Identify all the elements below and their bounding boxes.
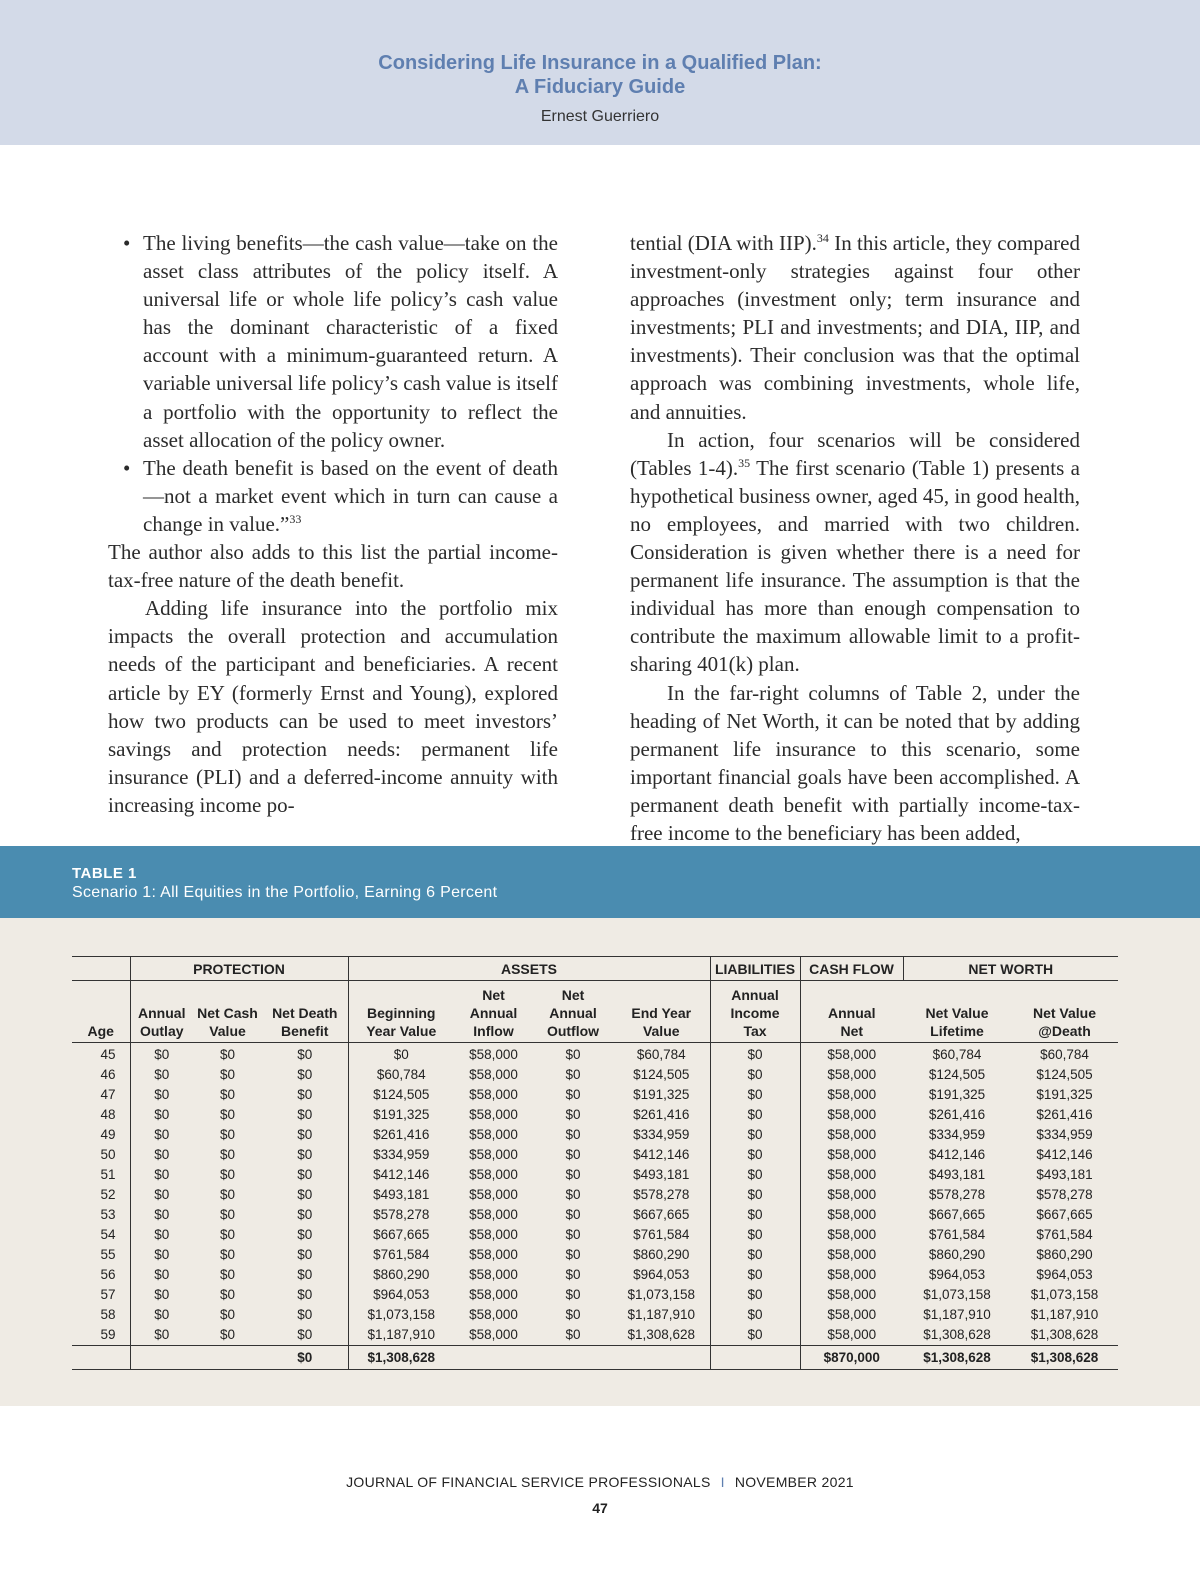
- total-cell: [613, 1346, 710, 1370]
- table-cell: $1,073,158: [348, 1305, 454, 1325]
- group-header-protection: PROTECTION: [130, 957, 348, 981]
- paragraph-text: In this article, they compared investment-only strategies against four other approaches (investment only; term insurance and investments; PLI and investments; and DIA, IIP, and investments). Their conclusion was that the optimal approach was combining investments, whole life, and annuities.: [630, 231, 1080, 424]
- table-cell: $58,000: [800, 1205, 903, 1225]
- table-cell: $58,000: [469, 1207, 518, 1222]
- table-cell: $0: [565, 1147, 581, 1162]
- paragraph-text: tential (DIA with IIP).: [630, 231, 817, 255]
- table-row: [72, 1065, 1118, 1085]
- table-cell: $0: [130, 1065, 193, 1085]
- group-header-age: [72, 957, 130, 981]
- table-cell: $0: [297, 1107, 313, 1122]
- table-cell: $191,325: [928, 1087, 986, 1102]
- body-paragraph: [630, 229, 1080, 426]
- total-cell: $1,308,628: [903, 1346, 1011, 1370]
- table-cell: $0: [710, 1085, 800, 1105]
- paragraph-text: The first scenario (Table 1) presents a hypothetical business owner, aged 45, in good health, no employees, and married with two children. Consideration is given whether there is a need for permanent life insurance. The assumption is that the individual has more than enough compensation to contribute the maximum allowable limit to a profit-sharing 401(k) plan.: [630, 455, 1080, 677]
- table-cell: $0: [297, 1207, 313, 1222]
- table-cell: 51: [100, 1167, 116, 1182]
- table-cell: $191,325: [1036, 1087, 1093, 1102]
- table-cell: $261,416: [348, 1125, 454, 1145]
- header-text: Outflow: [546, 1023, 600, 1039]
- bullet-dot-icon: •: [123, 231, 131, 255]
- table-cell: $0: [297, 1327, 313, 1342]
- table-cell: $0: [565, 1227, 581, 1242]
- table-cell: $124,505: [928, 1067, 986, 1082]
- table-cell: $0: [710, 1265, 800, 1285]
- table-group-header-row: [72, 957, 1118, 981]
- table-cell: $860,290: [348, 1265, 454, 1285]
- header-text: Inflow: [473, 1023, 514, 1039]
- table-cell: $0: [130, 1125, 193, 1145]
- table-cell: $578,278: [1036, 1187, 1093, 1202]
- header-text: Annual: [549, 1005, 597, 1021]
- header-text: Net Value: [1032, 1005, 1097, 1021]
- journal-name: JOURNAL OF FINANCIAL SERVICE PROFESSIONALS: [346, 1474, 711, 1490]
- table-cell: 53: [100, 1207, 116, 1222]
- table-cell: $860,290: [1036, 1247, 1093, 1262]
- table-cell: $0: [565, 1187, 581, 1202]
- table-cell: $58,000: [800, 1225, 903, 1245]
- table-cell: $0: [297, 1267, 313, 1282]
- table-cell: $58,000: [469, 1327, 518, 1342]
- table-cell: $58,000: [800, 1105, 903, 1125]
- header-text: End Year: [631, 1005, 692, 1021]
- table-cell: $578,278: [633, 1187, 690, 1202]
- table-cell: $0: [219, 1247, 236, 1262]
- body-paragraph: Adding life insurance into the portfolio mix impacts the overall protection and accumulation needs of the participant and beneficiaries. A recent article by EY (formerly Ernst and Young), explored how two products can be used to meet investors’ savings and protection needs: permanent life insurance (PLI) and a deferred-income annuity with increasing income po-: [108, 596, 558, 817]
- table-cell: $0: [297, 1307, 313, 1322]
- total-cell: [454, 1346, 533, 1370]
- header-text: Lifetime: [930, 1023, 984, 1039]
- table-cell: $0: [710, 1305, 800, 1325]
- table-cell: $58,000: [469, 1287, 518, 1302]
- table-cell: $1,187,910: [348, 1325, 454, 1346]
- table-cell: $0: [710, 1105, 800, 1125]
- table-row: [72, 1145, 1118, 1165]
- table-cell: $334,959: [1036, 1127, 1093, 1142]
- table-cell: $0: [219, 1087, 236, 1102]
- page-footer: [0, 1474, 1200, 1490]
- table-cell: $860,290: [633, 1247, 690, 1262]
- table-cell: $58,000: [469, 1227, 518, 1242]
- table-cell: $0: [297, 1227, 313, 1242]
- table-cell: $58,000: [469, 1147, 518, 1162]
- article-header: [0, 0, 1200, 145]
- col-header-annual-net: [800, 981, 903, 1043]
- table-cell: $0: [130, 1265, 193, 1285]
- table-cell: $1,073,158: [923, 1287, 991, 1302]
- header-text: Age: [87, 1023, 114, 1039]
- table-cell: $1,073,158: [627, 1287, 696, 1302]
- table-cell: $0: [219, 1107, 236, 1122]
- table-cell: $0: [565, 1167, 581, 1182]
- table-cell: $191,325: [633, 1087, 690, 1102]
- table-cell: $0: [130, 1305, 193, 1325]
- table-cell: $58,000: [469, 1047, 518, 1062]
- table-cell: 49: [100, 1127, 116, 1142]
- right-column: [630, 229, 1080, 847]
- table-cell: $124,505: [1036, 1067, 1093, 1082]
- total-cell: $1,308,628: [1011, 1346, 1118, 1370]
- header-text: Annual: [731, 987, 779, 1003]
- table-cell: $0: [710, 1325, 800, 1346]
- total-cell: [130, 1346, 193, 1370]
- table-row: [72, 1043, 1118, 1066]
- table-total-row: [72, 1346, 1118, 1370]
- table-cell: $1,308,628: [627, 1327, 696, 1342]
- header-text: Net Value: [925, 1005, 989, 1021]
- table-cell: $0: [565, 1327, 581, 1342]
- table-cell: $58,000: [800, 1065, 903, 1085]
- table-cell: $60,784: [348, 1065, 454, 1085]
- table-cell: $964,053: [928, 1267, 986, 1282]
- table-cell: $58,000: [800, 1285, 903, 1305]
- header-text: Benefit: [281, 1023, 329, 1039]
- total-cell: $0: [262, 1346, 348, 1370]
- total-cell: [533, 1346, 613, 1370]
- table-cell: $761,584: [633, 1227, 690, 1242]
- col-header-net-annual-inflow: [454, 981, 533, 1043]
- table-cell: $667,665: [633, 1207, 690, 1222]
- table-cell: 45: [100, 1047, 116, 1062]
- table-cell: $0: [297, 1067, 313, 1082]
- header-text: Beginning: [367, 1005, 436, 1021]
- table-cell: $0: [710, 1225, 800, 1245]
- table-cell: $0: [219, 1047, 236, 1062]
- table-cell: $60,784: [1040, 1047, 1089, 1062]
- table-cell: $761,584: [348, 1245, 454, 1265]
- table-cell: $0: [565, 1067, 581, 1082]
- header-text: @Death: [1038, 1023, 1091, 1039]
- table-cell: 52: [100, 1187, 116, 1202]
- table-cell: $58,000: [800, 1165, 903, 1185]
- table-cell: $0: [297, 1047, 313, 1062]
- table-cell: $0: [710, 1125, 800, 1145]
- total-cell: [72, 1346, 130, 1370]
- total-cell: $1,308,628: [348, 1346, 454, 1370]
- col-header-end-year-value: [613, 981, 710, 1043]
- table-cell: $58,000: [469, 1067, 518, 1082]
- table-cell: $667,665: [928, 1207, 986, 1222]
- header-text: Income: [730, 1005, 780, 1021]
- table-cell: $0: [219, 1227, 236, 1242]
- table-cell: $0: [130, 1085, 193, 1105]
- table-cell: $58,000: [469, 1247, 518, 1262]
- body-paragraph: [630, 426, 1080, 679]
- table-cell: $412,146: [348, 1165, 454, 1185]
- table-cell: $58,000: [469, 1107, 518, 1122]
- table-cell: $0: [219, 1267, 236, 1282]
- footnote-ref[interactable]: 34: [816, 231, 829, 245]
- table-cell: $0: [565, 1267, 581, 1282]
- header-text: Net Death: [272, 1005, 338, 1021]
- table-cell: $58,000: [469, 1127, 518, 1142]
- table-cell: $761,584: [1036, 1227, 1093, 1242]
- header-text: Annual: [469, 1005, 518, 1021]
- header-text: Annual: [828, 1005, 876, 1021]
- table-cell: 50: [100, 1147, 116, 1162]
- group-header-assets: ASSETS: [348, 957, 710, 981]
- header-text: Annual: [138, 1005, 186, 1021]
- table-cell: $0: [348, 1043, 454, 1066]
- table-cell: $0: [710, 1065, 800, 1085]
- table-cell: $58,000: [469, 1187, 518, 1202]
- table-cell: $0: [130, 1205, 193, 1225]
- table-cell: $334,959: [928, 1127, 986, 1142]
- table-cell: $261,416: [1036, 1107, 1093, 1122]
- group-header-net-worth: NET WORTH: [903, 957, 1118, 981]
- table-cell: $0: [219, 1287, 236, 1302]
- table-cell: $1,073,158: [1030, 1287, 1099, 1302]
- table-cell: $60,784: [636, 1047, 686, 1062]
- table-cell: $0: [297, 1167, 313, 1182]
- table-cell: $1,187,910: [1030, 1307, 1099, 1322]
- table-cell: $261,416: [633, 1107, 690, 1122]
- table-column-header-row: [72, 981, 1118, 1043]
- table-row: [72, 1165, 1118, 1185]
- table-row: [72, 1125, 1118, 1145]
- table-label: TABLE 1: [72, 865, 137, 882]
- col-header-net-annual-outflow: [533, 981, 613, 1043]
- table-cell: 56: [100, 1267, 116, 1282]
- table-row: [72, 1285, 1118, 1305]
- table-cell: $58,000: [800, 1145, 903, 1165]
- total-cell: [710, 1346, 800, 1370]
- table-row: [72, 1225, 1118, 1245]
- table-cell: $0: [130, 1105, 193, 1125]
- header-text: Net: [482, 987, 505, 1003]
- table-cell: $0: [565, 1247, 581, 1262]
- table-cell: $58,000: [800, 1085, 903, 1105]
- bullet-text: The death benefit is based on the event of death—not a market event which in turn can cause a change in value.”: [143, 455, 558, 536]
- table-cell: $860,290: [928, 1247, 986, 1262]
- table-cell: $0: [297, 1187, 313, 1202]
- table-cell: $578,278: [348, 1205, 454, 1225]
- col-header-net-value-death: [1011, 981, 1118, 1043]
- table-cell: $0: [297, 1127, 313, 1142]
- table-row: [72, 1265, 1118, 1285]
- table-cell: $493,181: [348, 1185, 454, 1205]
- table-cell: $0: [565, 1287, 581, 1302]
- table-cell: $58,000: [800, 1245, 903, 1265]
- table-cell: $761,584: [928, 1227, 986, 1242]
- table-cell: $0: [219, 1327, 236, 1342]
- table-cell: $58,000: [800, 1043, 903, 1066]
- table-cell: $0: [565, 1127, 581, 1142]
- table-cell: $0: [710, 1185, 800, 1205]
- table-cell: $0: [219, 1127, 236, 1142]
- table-cell: $412,146: [1036, 1147, 1093, 1162]
- table-cell: 46: [100, 1067, 116, 1082]
- page-number: 47: [592, 1500, 608, 1516]
- table-cell: $0: [130, 1225, 193, 1245]
- table-cell: 54: [100, 1227, 116, 1242]
- table-cell: $667,665: [1036, 1207, 1093, 1222]
- table-cell: $0: [219, 1067, 236, 1082]
- table-row: [72, 1325, 1118, 1346]
- bullet-dot-icon: •: [123, 455, 131, 480]
- table-cell: $493,181: [1036, 1167, 1093, 1182]
- col-header-age: [72, 981, 130, 1043]
- table-cell: $493,181: [928, 1167, 986, 1182]
- table-cell: 58: [100, 1307, 116, 1322]
- table-cell: $0: [219, 1207, 236, 1222]
- body-paragraph: The author also adds to this list the partial income-tax-free nature of the death benefit.: [108, 540, 558, 593]
- table-cell: $0: [710, 1205, 800, 1225]
- bullet-item: [108, 454, 558, 538]
- table-cell: $124,505: [348, 1085, 454, 1105]
- table-cell: $58,000: [800, 1185, 903, 1205]
- table-cell: $964,053: [633, 1267, 690, 1282]
- col-header-annual-outlay: [130, 981, 193, 1043]
- header-text: Year Value: [366, 1023, 437, 1039]
- table-cell: $58,000: [469, 1267, 518, 1282]
- table-cell: $124,505: [633, 1067, 690, 1082]
- header-text: Net Cash: [197, 1005, 258, 1021]
- header-text: Outlay: [139, 1023, 184, 1039]
- table-cell: 47: [100, 1087, 116, 1102]
- table-body: [72, 1043, 1118, 1370]
- col-header-annual-income-tax: [710, 981, 800, 1043]
- table-cell: $58,000: [800, 1325, 903, 1346]
- table-cell: $0: [219, 1187, 236, 1202]
- table-cell: $0: [710, 1165, 800, 1185]
- total-cell: $870,000: [800, 1346, 903, 1370]
- group-header-liabilities: LIABILITIES: [710, 957, 800, 981]
- article-title: [0, 51, 1200, 99]
- table-row: [72, 1205, 1118, 1225]
- col-header-net-cash-value: [193, 981, 262, 1043]
- header-text: Net: [840, 1023, 864, 1039]
- group-header-cash-flow: CASH FLOW: [800, 957, 903, 981]
- table-cell: $0: [130, 1285, 193, 1305]
- table-cell: $0: [710, 1145, 800, 1165]
- table-cell: $60,784: [932, 1047, 982, 1062]
- col-header-beginning-year-value: [348, 981, 454, 1043]
- header-text: Tax: [743, 1023, 767, 1039]
- table-cell: $0: [710, 1285, 800, 1305]
- footnote-ref[interactable]: 35: [738, 455, 751, 470]
- table-cell: $58,000: [800, 1125, 903, 1145]
- table-cell: $964,053: [1036, 1267, 1093, 1282]
- header-text: Value: [642, 1023, 680, 1039]
- table-row: [72, 1185, 1118, 1205]
- footer-separator: I: [720, 1474, 725, 1490]
- table-cell: $0: [565, 1207, 581, 1222]
- table-caption: Scenario 1: All Equities in the Portfolio, Earning 6 Percent: [72, 884, 498, 901]
- table-cell: $0: [297, 1087, 313, 1102]
- total-cell: [193, 1346, 262, 1370]
- table-cell: $1,187,910: [923, 1307, 991, 1322]
- table-cell: $0: [219, 1147, 236, 1162]
- table-cell: 57: [100, 1287, 116, 1302]
- col-header-net-death-benefit: [262, 981, 348, 1043]
- bullet-item: [108, 229, 558, 454]
- table-cell: $0: [130, 1325, 193, 1346]
- table-cell: $0: [130, 1185, 193, 1205]
- table-row: [72, 1305, 1118, 1325]
- table-cell: $493,181: [633, 1167, 690, 1182]
- table-cell: $58,000: [469, 1307, 518, 1322]
- footnote-ref[interactable]: 33: [289, 511, 302, 526]
- table-cell: $412,146: [928, 1147, 986, 1162]
- table-cell: 55: [100, 1247, 116, 1262]
- paragraph-text: In action, four scenarios will be considered (Tables 1-4).: [630, 427, 1080, 480]
- table-cell: $58,000: [800, 1305, 903, 1325]
- table-cell: $412,146: [633, 1147, 690, 1162]
- table-cell: $0: [219, 1307, 236, 1322]
- table-cell: $0: [565, 1107, 581, 1122]
- table-cell: $191,325: [348, 1105, 454, 1125]
- table-cell: 59: [100, 1327, 116, 1342]
- table-cell: $0: [297, 1247, 313, 1262]
- table-row: [72, 1085, 1118, 1105]
- article-author: Ernest Guerriero: [540, 108, 660, 125]
- table-cell: $0: [130, 1245, 193, 1265]
- table-cell: $334,959: [633, 1127, 690, 1142]
- table-cell: 48: [100, 1107, 116, 1122]
- table-cell: $58,000: [469, 1087, 518, 1102]
- table-cell: $1,187,910: [627, 1307, 696, 1322]
- table-cell: $58,000: [469, 1167, 518, 1182]
- table-row: [72, 1105, 1118, 1125]
- table-cell: $0: [710, 1043, 800, 1066]
- table-cell: $964,053: [348, 1285, 454, 1305]
- table-cell: $0: [710, 1245, 800, 1265]
- table-cell: $578,278: [928, 1187, 986, 1202]
- body-paragraph: In the far-right columns of Table 2, under the heading of Net Worth, it can be noted that by adding permanent life insurance to this scenario, some important financial goals have been accomplished. A permanent death benefit with partially income-tax-free income to the beneficiary has been added,: [630, 680, 1080, 845]
- table-cell: $334,959: [348, 1145, 454, 1165]
- table-cell: $0: [130, 1165, 193, 1185]
- col-header-net-value-lifetime: [903, 981, 1011, 1043]
- scenario-table: [72, 956, 1118, 1370]
- table-cell: $1,308,628: [1030, 1327, 1099, 1342]
- table-cell: $0: [565, 1087, 581, 1102]
- table-cell: $0: [565, 1307, 581, 1322]
- article-title-line1: Considering Life Insurance in a Qualified Plan:: [378, 52, 822, 74]
- table-cell: $261,416: [928, 1107, 986, 1122]
- table-row: [72, 1245, 1118, 1265]
- header-text: Net: [561, 987, 585, 1003]
- table-cell: $667,665: [348, 1225, 454, 1245]
- table-cell: $0: [130, 1145, 193, 1165]
- table-cell: $0: [565, 1047, 581, 1062]
- table-cell: $0: [130, 1043, 193, 1066]
- issue-date: NOVEMBER 2021: [734, 1474, 854, 1490]
- table-cell: $0: [219, 1167, 236, 1182]
- table-cell: $58,000: [800, 1265, 903, 1285]
- table-cell: $1,308,628: [923, 1327, 991, 1342]
- table-title-band: [0, 846, 1200, 918]
- header-text: Value: [209, 1023, 246, 1039]
- table-cell: $0: [297, 1287, 313, 1302]
- bullet-text: The living benefits—the cash value—take on the asset class attributes of the policy itself. A universal life or whole life policy’s cash value has the dominant characteristic of a fixed account with a minimum-guaranteed return. A variable universal life policy’s cash value is itself a portfolio with the opportunity to reflect the asset allocation of the policy owner.: [143, 231, 558, 452]
- left-column: [108, 229, 558, 819]
- article-title-line2: A Fiduciary Guide: [514, 76, 686, 98]
- table-cell: $0: [297, 1147, 313, 1162]
